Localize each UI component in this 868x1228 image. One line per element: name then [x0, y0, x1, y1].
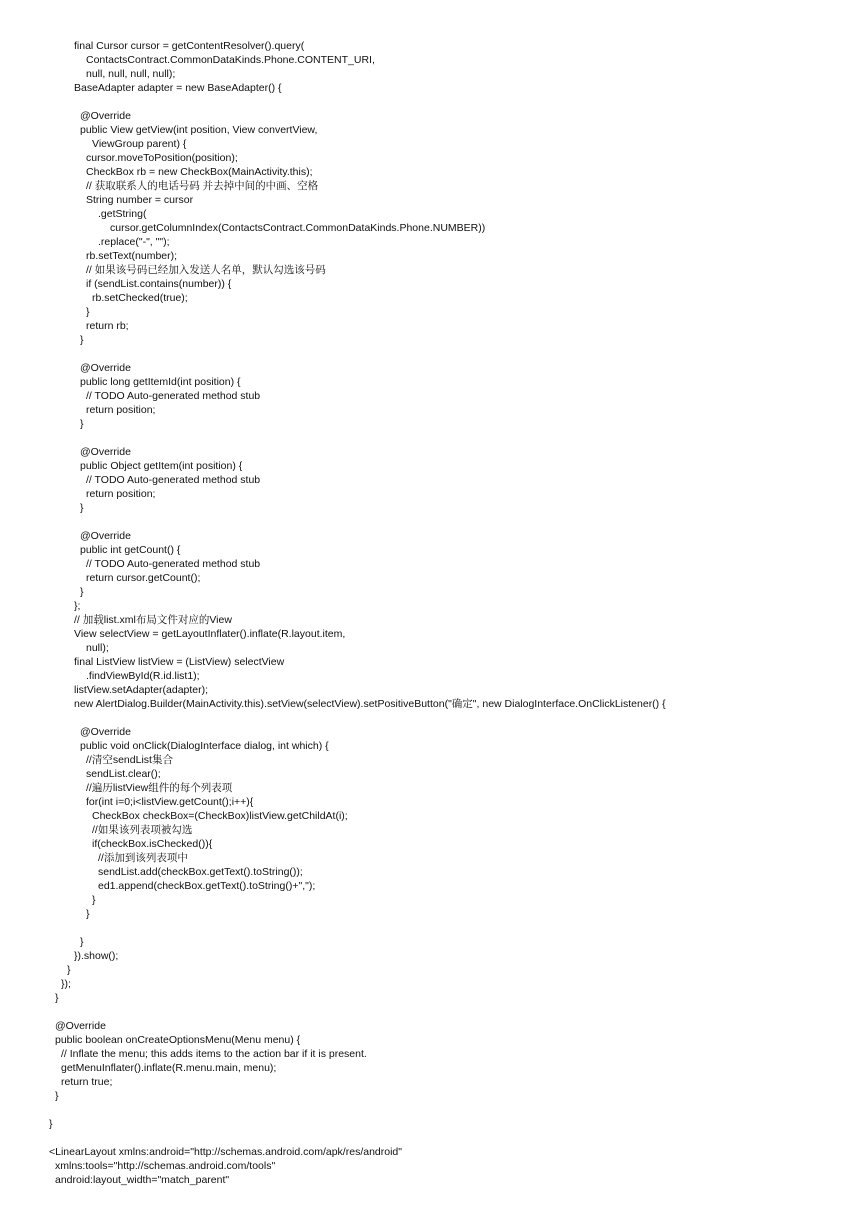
code-line: android:layout_width="match_parent"	[55, 1174, 230, 1186]
code-line: return rb;	[86, 320, 129, 332]
code-line: }	[86, 306, 90, 318]
code-line: public Object getItem(int position) {	[80, 460, 243, 472]
code-line: return true;	[61, 1076, 113, 1088]
code-line: ed1.append(checkBox.getText().toString()+",");	[98, 880, 316, 892]
code-line: }	[67, 964, 71, 976]
blank-line	[0, 1103, 868, 1117]
code-line: for(int i=0;i<listView.getCount();i++){	[86, 796, 254, 808]
code-line: @Override	[80, 726, 131, 738]
code-line: cursor.moveToPosition(position);	[86, 152, 238, 164]
blank-line	[0, 1131, 868, 1145]
code-line: listView.setAdapter(adapter);	[74, 684, 209, 696]
code-line: @Override	[80, 110, 131, 122]
code-line: }).show();	[74, 950, 119, 962]
code-line: ViewGroup parent) {	[92, 138, 187, 150]
code-line: .findViewById(R.id.list1);	[86, 670, 200, 682]
code-line: // 加载list.xml布局文件对应的View	[74, 614, 232, 626]
code-line: }	[80, 418, 84, 430]
code-line: }	[92, 894, 96, 906]
code-line: null, null, null, null);	[86, 68, 176, 80]
code-line: // TODO Auto-generated method stub	[86, 474, 261, 486]
code-line: }	[80, 502, 84, 514]
code-line: //清空sendList集合	[86, 754, 173, 766]
blank-line	[0, 1005, 868, 1019]
code-line: @Override	[80, 446, 131, 458]
code-line: return cursor.getCount();	[86, 572, 201, 584]
code-line: @Override	[80, 530, 131, 542]
code-line: public boolean onCreateOptionsMenu(Menu menu) {	[55, 1034, 301, 1046]
code-line: public long getItemId(int position) {	[80, 376, 241, 388]
code-line: // Inflate the menu; this adds items to the action bar if it is present.	[61, 1048, 367, 1060]
code-line: final Cursor cursor = getContentResolver().query(	[74, 40, 305, 52]
code-line: @Override	[55, 1020, 106, 1032]
code-line: }	[49, 1118, 53, 1130]
code-line: // TODO Auto-generated method stub	[86, 390, 261, 402]
code-line: }	[55, 992, 59, 1004]
code-line: }	[55, 1090, 59, 1102]
code-line: // TODO Auto-generated method stub	[86, 558, 261, 570]
code-line: CheckBox checkBox=(CheckBox)listView.getChildAt(i);	[92, 810, 348, 822]
code-line: rb.setChecked(true);	[92, 292, 188, 304]
code-line: ContactsContract.CommonDataKinds.Phone.CONTENT_URI,	[86, 54, 375, 66]
code-line: rb.setText(number);	[86, 250, 178, 262]
code-line: public void onClick(DialogInterface dialog, int which) {	[80, 740, 329, 752]
code-line: });	[61, 978, 71, 990]
code-line: final ListView listView = (ListView) selectView	[74, 656, 285, 668]
code-line: return position;	[86, 488, 156, 500]
code-line: BaseAdapter adapter = new BaseAdapter() {	[74, 82, 282, 94]
code-line: }	[80, 334, 84, 346]
code-line: //如果该列表项被勾选	[92, 824, 193, 836]
code-line: };	[74, 600, 81, 612]
code-line: <LinearLayout xmlns:android="http://schemas.android.com/apk/res/android"	[49, 1146, 402, 1158]
code-line: if(checkBox.isChecked()){	[92, 838, 213, 850]
code-line: public int getCount() {	[80, 544, 181, 556]
code-line: // 如果该号码已经加入发送人名单，默认勾选该号码	[86, 264, 326, 276]
blank-line	[0, 711, 868, 725]
code-line: View selectView = getLayoutInflater().inflate(R.layout.item,	[74, 628, 346, 640]
blank-line	[0, 347, 868, 361]
code-line: @Override	[80, 362, 131, 374]
code-line: getMenuInflater().inflate(R.menu.main, menu);	[61, 1062, 277, 1074]
code-line: cursor.getColumnIndex(ContactsContract.CommonDataKinds.Phone.NUMBER))	[110, 222, 486, 234]
code-line: }	[80, 586, 84, 598]
code-line: if (sendList.contains(number)) {	[86, 278, 232, 290]
code-line: CheckBox rb = new CheckBox(MainActivity.this);	[86, 166, 313, 178]
code-line: return position;	[86, 404, 156, 416]
code-document	[0, 39, 868, 1187]
blank-line	[0, 95, 868, 109]
code-line: sendList.add(checkBox.getText().toString());	[98, 866, 303, 878]
code-line: sendList.clear();	[86, 768, 161, 780]
code-line: .replace("-", "");	[98, 236, 170, 248]
code-line: }	[86, 908, 90, 920]
code-line: null);	[86, 642, 109, 654]
blank-line	[0, 921, 868, 935]
code-line: xmlns:tools="http://schemas.android.com/tools"	[55, 1160, 276, 1172]
code-line: }	[80, 936, 84, 948]
code-line: .getString(	[98, 208, 147, 220]
blank-line	[0, 431, 868, 445]
code-line: String number = cursor	[86, 194, 194, 206]
code-line: //遍历listView组件的每个列表项	[86, 782, 233, 794]
code-line: // 获取联系人的电话号码 并去掉中间的中画、空格	[86, 180, 319, 192]
code-line: //添加到该列表项中	[98, 852, 188, 864]
code-line: public View getView(int position, View convertView,	[80, 124, 318, 136]
code-line: new AlertDialog.Builder(MainActivity.this).setView(selectView).setPositiveButton("确定", new DialogInterface.OnClickListener() {	[74, 698, 666, 710]
blank-line	[0, 515, 868, 529]
